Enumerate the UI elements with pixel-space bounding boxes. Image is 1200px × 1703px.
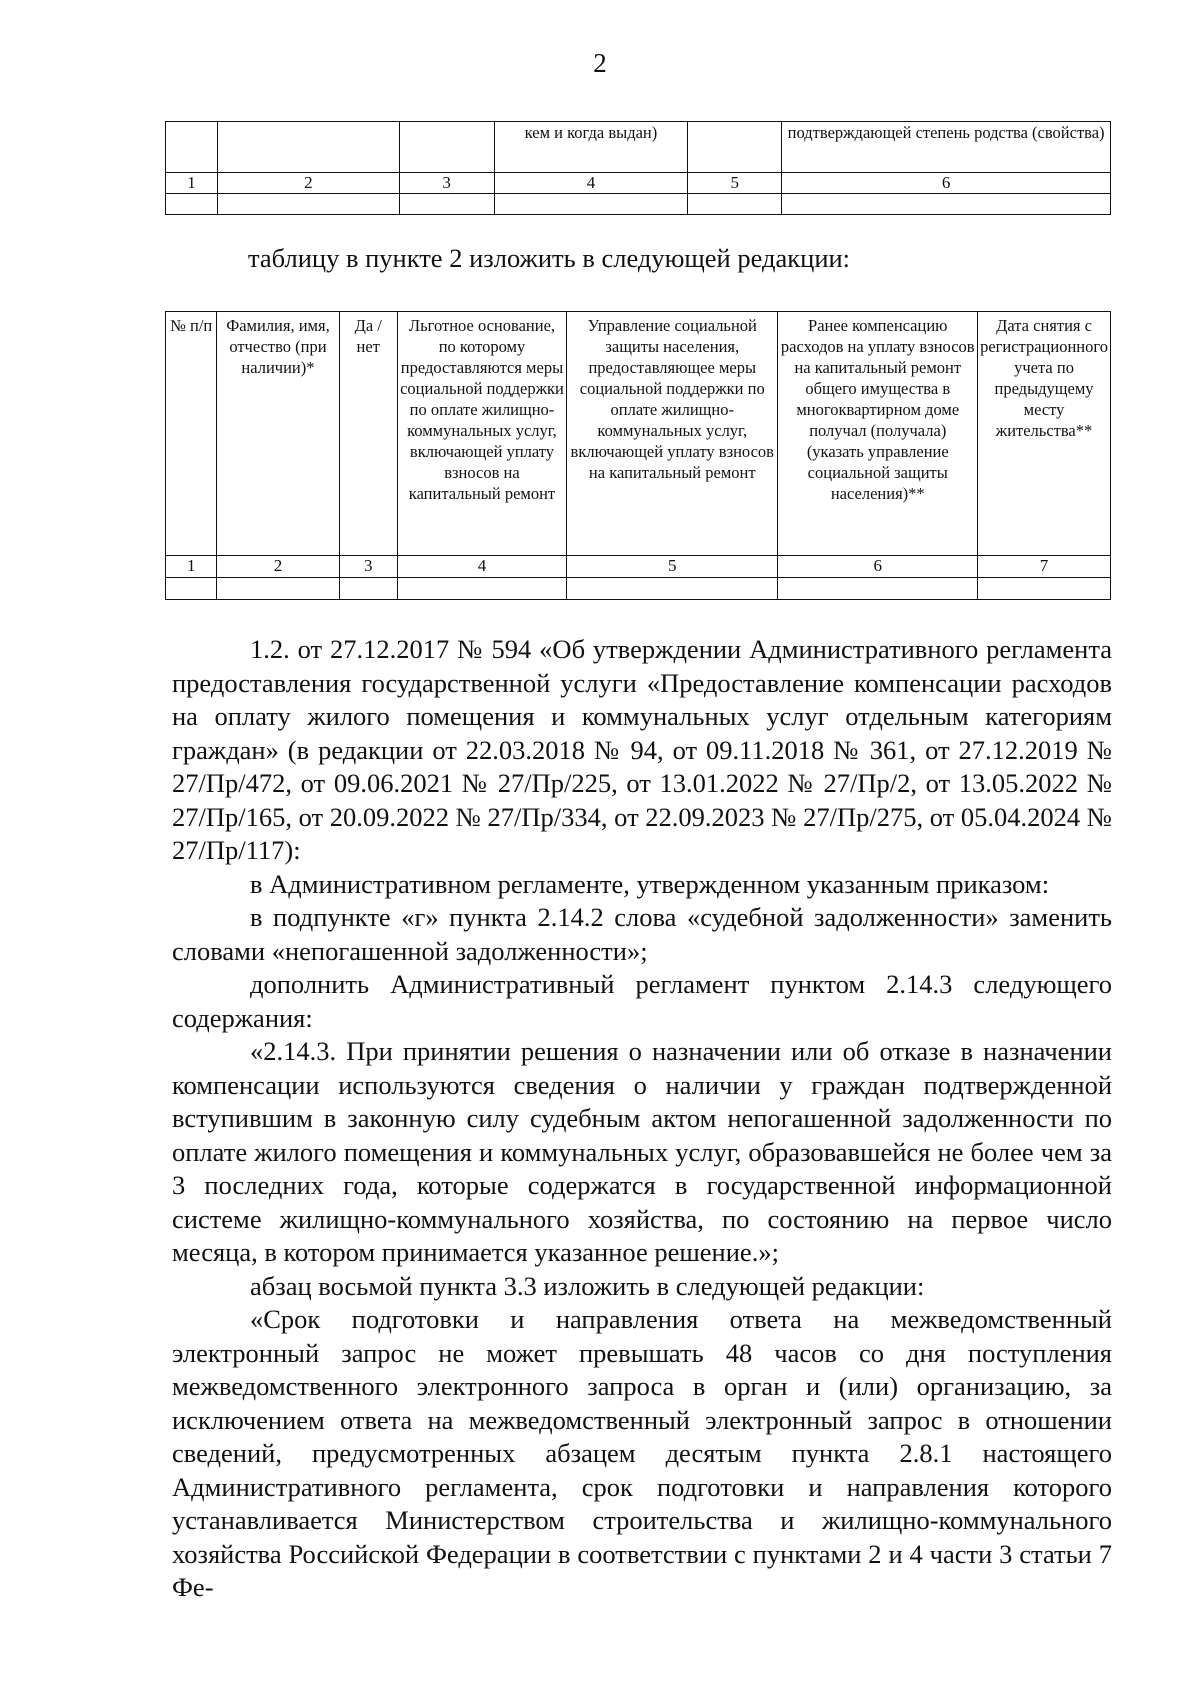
column-number: 5: [567, 556, 778, 578]
empty-cell: [782, 194, 1111, 215]
paragraph: в подпункте «г» пункта 2.14.2 слова «судебной задолженности» заменить словами «непогашенной задолженности»;: [172, 902, 1112, 966]
new-table: [165, 311, 1111, 600]
empty-cell: [494, 194, 688, 215]
column-number: 4: [494, 173, 688, 194]
column-number: 1: [166, 173, 218, 194]
column-number: 3: [339, 556, 397, 578]
column-number: 7: [978, 556, 1111, 578]
column-number: 6: [778, 556, 978, 578]
table-header-cell: Управление социальной защиты населения, предоставляющее меры социальной поддержки по оплате жилищно-коммунальных услуг, включающей уплату взносов на капитальный ремонт: [567, 312, 778, 556]
table-header-cell: [217, 122, 399, 173]
paragraph: в Административном регламенте, утвержденном указанным приказом:: [250, 868, 1050, 899]
column-number: 5: [688, 173, 782, 194]
paragraph-amendment-1-2: 1.2. от 27.12.2017 № 594 «Об утверждении Административного регламента предоставления государственной услуги «Предоставление компенсации расходов на оплату жилого помещения и коммунальных услуг отдельным категориям граждан» (в редакции от 22.03.2018 № 94, от 09.11.2018 № 361, от 27.12.2019 № 27/Пр/472, от 09.06.2021 № 27/Пр/225, от 13.01.2022 № 27/Пр/2, от 13.05.2022 № 27/Пр/165, от 20.09.2022 № 27/Пр/334, от 22.09.2023 № 27/Пр/275, от 05.04.2024 № 27/Пр/117):: [172, 634, 1112, 865]
table-header-cell: Дата снятия с регистрационного учета по предыдущему месту жительства**: [978, 312, 1111, 556]
table-numbering-row: [166, 556, 1111, 578]
paragraph: абзац восьмой пункта 3.3 изложить в следующей редакции:: [250, 1270, 925, 1301]
page-number: 2: [593, 48, 607, 78]
empty-cell: [217, 194, 399, 215]
table-header-cell: Да / нет: [339, 312, 397, 556]
table-header-cell: [688, 122, 782, 173]
column-number: 2: [217, 173, 399, 194]
table-header-cell: Ранее компенсацию расходов на уплату взносов на капитальный ремонт общего имущества в многоквартирном доме получал (получала) (указать управление социальной защиты населения)**: [778, 312, 978, 556]
paragraph: дополнить Административный регламент пунктом 2.14.3 следующего содержания:: [172, 969, 1112, 1033]
empty-cell: [217, 578, 339, 600]
column-number: 2: [217, 556, 339, 578]
table-empty-row: [166, 578, 1111, 600]
table-header-cell: кем и когда выдан): [494, 122, 688, 173]
table-header-row: [166, 312, 1111, 556]
empty-cell: [688, 194, 782, 215]
table-header-cell: Льготное основание, по которому предоставляются меры социальной поддержки по оплате жилищно-коммунальных услуг, включающей уплату взносов на капитальный ремонт: [397, 312, 566, 556]
table-header-cell: подтверждающей степень родства (свойства): [782, 122, 1111, 173]
column-number: 1: [166, 556, 217, 578]
empty-cell: [567, 578, 778, 600]
table-header-cell: [166, 122, 218, 173]
table-header-cell: Фамилия, имя, отчество (при наличии)*: [217, 312, 339, 556]
document-body: [172, 633, 1112, 1605]
empty-cell: [166, 578, 217, 600]
column-number: 4: [397, 556, 566, 578]
column-number: 3: [399, 173, 494, 194]
table-header-row: [166, 122, 1111, 173]
table-header-cell: [399, 122, 494, 173]
paragraph-quoted-clause: «Срок подготовки и направления ответа на межведомственный электронный запрос не может превышать 48 часов со дня поступления межведомственного электронного запроса в орган и (или) организацию, за исключением ответа на межведомственный электронный запрос в отношении сведений, предусмотренных абзацем десятым пункта 2.8.1 настоящего Административного регламента, срок подготовки и направления которого устанавливается Министерством строительства и жилищно-коммунального хозяйства Российской Федерации в соответствии с пунктами 2 и 4 части 3 статьи 7 Фе-: [172, 1304, 1112, 1602]
empty-cell: [778, 578, 978, 600]
empty-cell: [399, 194, 494, 215]
empty-cell: [339, 578, 397, 600]
empty-cell: [397, 578, 566, 600]
empty-cell: [166, 194, 218, 215]
column-number: 6: [782, 173, 1111, 194]
table-intro-text: таблицу в пункте 2 изложить в следующей редакции:: [248, 243, 851, 273]
table-empty-row: [166, 194, 1111, 215]
previous-table-fragment: [165, 121, 1111, 215]
table-header-cell: № п/п: [166, 312, 217, 556]
paragraph-quoted-clause: «2.14.3. При принятии решения о назначении или об отказе в назначении компенсации используются сведения о наличии у граждан подтвержденной вступившим в законную силу судебным актом непогашенной задолженности по оплате жилого помещения и коммунальных услуг, образовавшейся не более чем за 3 последних года, которые содержатся в государственной информационной системе жилищно-коммунального хозяйства, по состоянию на первое число месяца, в котором принимается указанное решение.»;: [172, 1036, 1112, 1267]
table-numbering-row: [166, 173, 1111, 194]
empty-cell: [978, 578, 1111, 600]
